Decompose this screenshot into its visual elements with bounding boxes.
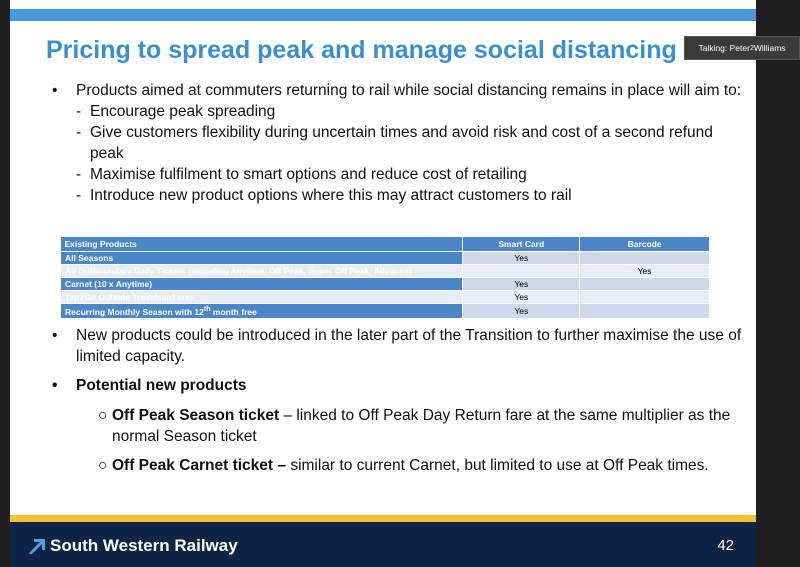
barcode-cell: Yes [580,265,710,278]
product-name [61,304,463,319]
bullet-item [52,325,742,367]
top-content [52,80,742,206]
product-name: All Outboundary Daily Tickets (including Anytime, Off Peak, Super Off Peak, Advance) [61,265,463,278]
presentation-slide [10,0,756,567]
bullet-dot-icon: • [52,327,58,344]
footer-accent-bar [10,515,756,522]
talking-label: Talking: Peter [698,43,750,53]
circle-bullet-icon: ○ [98,407,108,424]
header-existing-products: Existing Products [61,237,463,252]
smart-card-cell: Yes [463,252,580,265]
dash-icon: - [76,124,82,141]
smart-card-cell [463,265,580,278]
product-name: Tap2Go Outside Travelcard area [61,291,463,304]
talking-superscript: 2 [749,44,754,52]
page-number: 42 [717,537,734,554]
barcode-cell [580,278,710,291]
product-name: Carnet (10 x Anytime) [61,278,463,291]
bullet-dot-icon: • [52,82,58,99]
bullet-text: New products could be introduced in the later part of the Transition to further maximise the use of limited capacity. [76,327,742,365]
barcode-cell [580,291,710,304]
slide-title: Pricing to spread peak and manage social distancing [46,36,677,64]
table-row [61,278,710,291]
bullet-dot-icon: • [52,377,58,394]
header-smart-card: Smart Card [463,237,580,252]
slide-footer [10,522,756,567]
bullet-text: Products aimed at commuters returning to rail while social distancing remains in place will aim to: [76,82,742,99]
smart-card-cell: Yes [463,291,580,304]
potential-item-text: – linked to Off Peak Day Return fare at the same multiplier as the normal Season ticket [112,407,731,445]
sub-item-text: Give customers flexibility during uncertain times and avoid risk and cost of a second refund peak [90,124,713,162]
potential-item-title: Off Peak Season ticket [112,407,280,424]
existing-products-table [60,237,710,319]
smart-card-cell: Yes [463,278,580,291]
product-name-text: month free [210,306,257,317]
potential-item [52,455,742,476]
bullet-item [52,80,742,101]
header-barcode: Barcode [580,237,710,252]
bullet-item [52,375,742,396]
table-row [61,252,710,265]
sub-item [76,122,742,164]
bottom-content [52,325,742,476]
product-name: All Seasons [61,252,463,265]
brand-name: South Western Railway [50,536,238,555]
table-row [61,265,710,278]
barcode-cell [580,304,710,319]
product-name-superscript: th [203,305,211,313]
potential-item [52,405,742,447]
sub-item [76,164,742,185]
sub-item [76,101,742,122]
talking-name: Williams [753,43,786,53]
smart-card-cell: Yes [463,304,580,319]
sub-item-text: Introduce new product options where this may attract customers to rail [90,187,572,204]
circle-bullet-icon: ○ [98,457,108,474]
south-western-railway-logo [28,536,238,556]
potential-item-text: similar to current Carnet, but limited to use at Off Peak times. [286,457,709,474]
barcode-cell [580,252,710,265]
sub-item-text: Encourage peak spreading [90,103,276,120]
talking-indicator [684,36,800,60]
sub-item-text: Maximise fulfilment to smart options and reduce cost of retailing [90,166,527,183]
arrow-logo-icon [28,538,46,554]
dash-icon: - [76,103,82,120]
dash-icon: - [76,166,82,183]
product-name-text: Recurring Monthly Season with 12 [65,306,204,317]
sub-list [52,101,742,206]
table-row [61,291,710,304]
top-accent-bar [10,9,756,21]
dash-icon: - [76,187,82,204]
bullet-text: Potential new products [76,377,247,394]
potential-item-title: Off Peak Carnet ticket – [112,457,287,474]
sub-item [76,185,742,206]
table-header-row [61,237,710,252]
table-row [61,304,710,319]
